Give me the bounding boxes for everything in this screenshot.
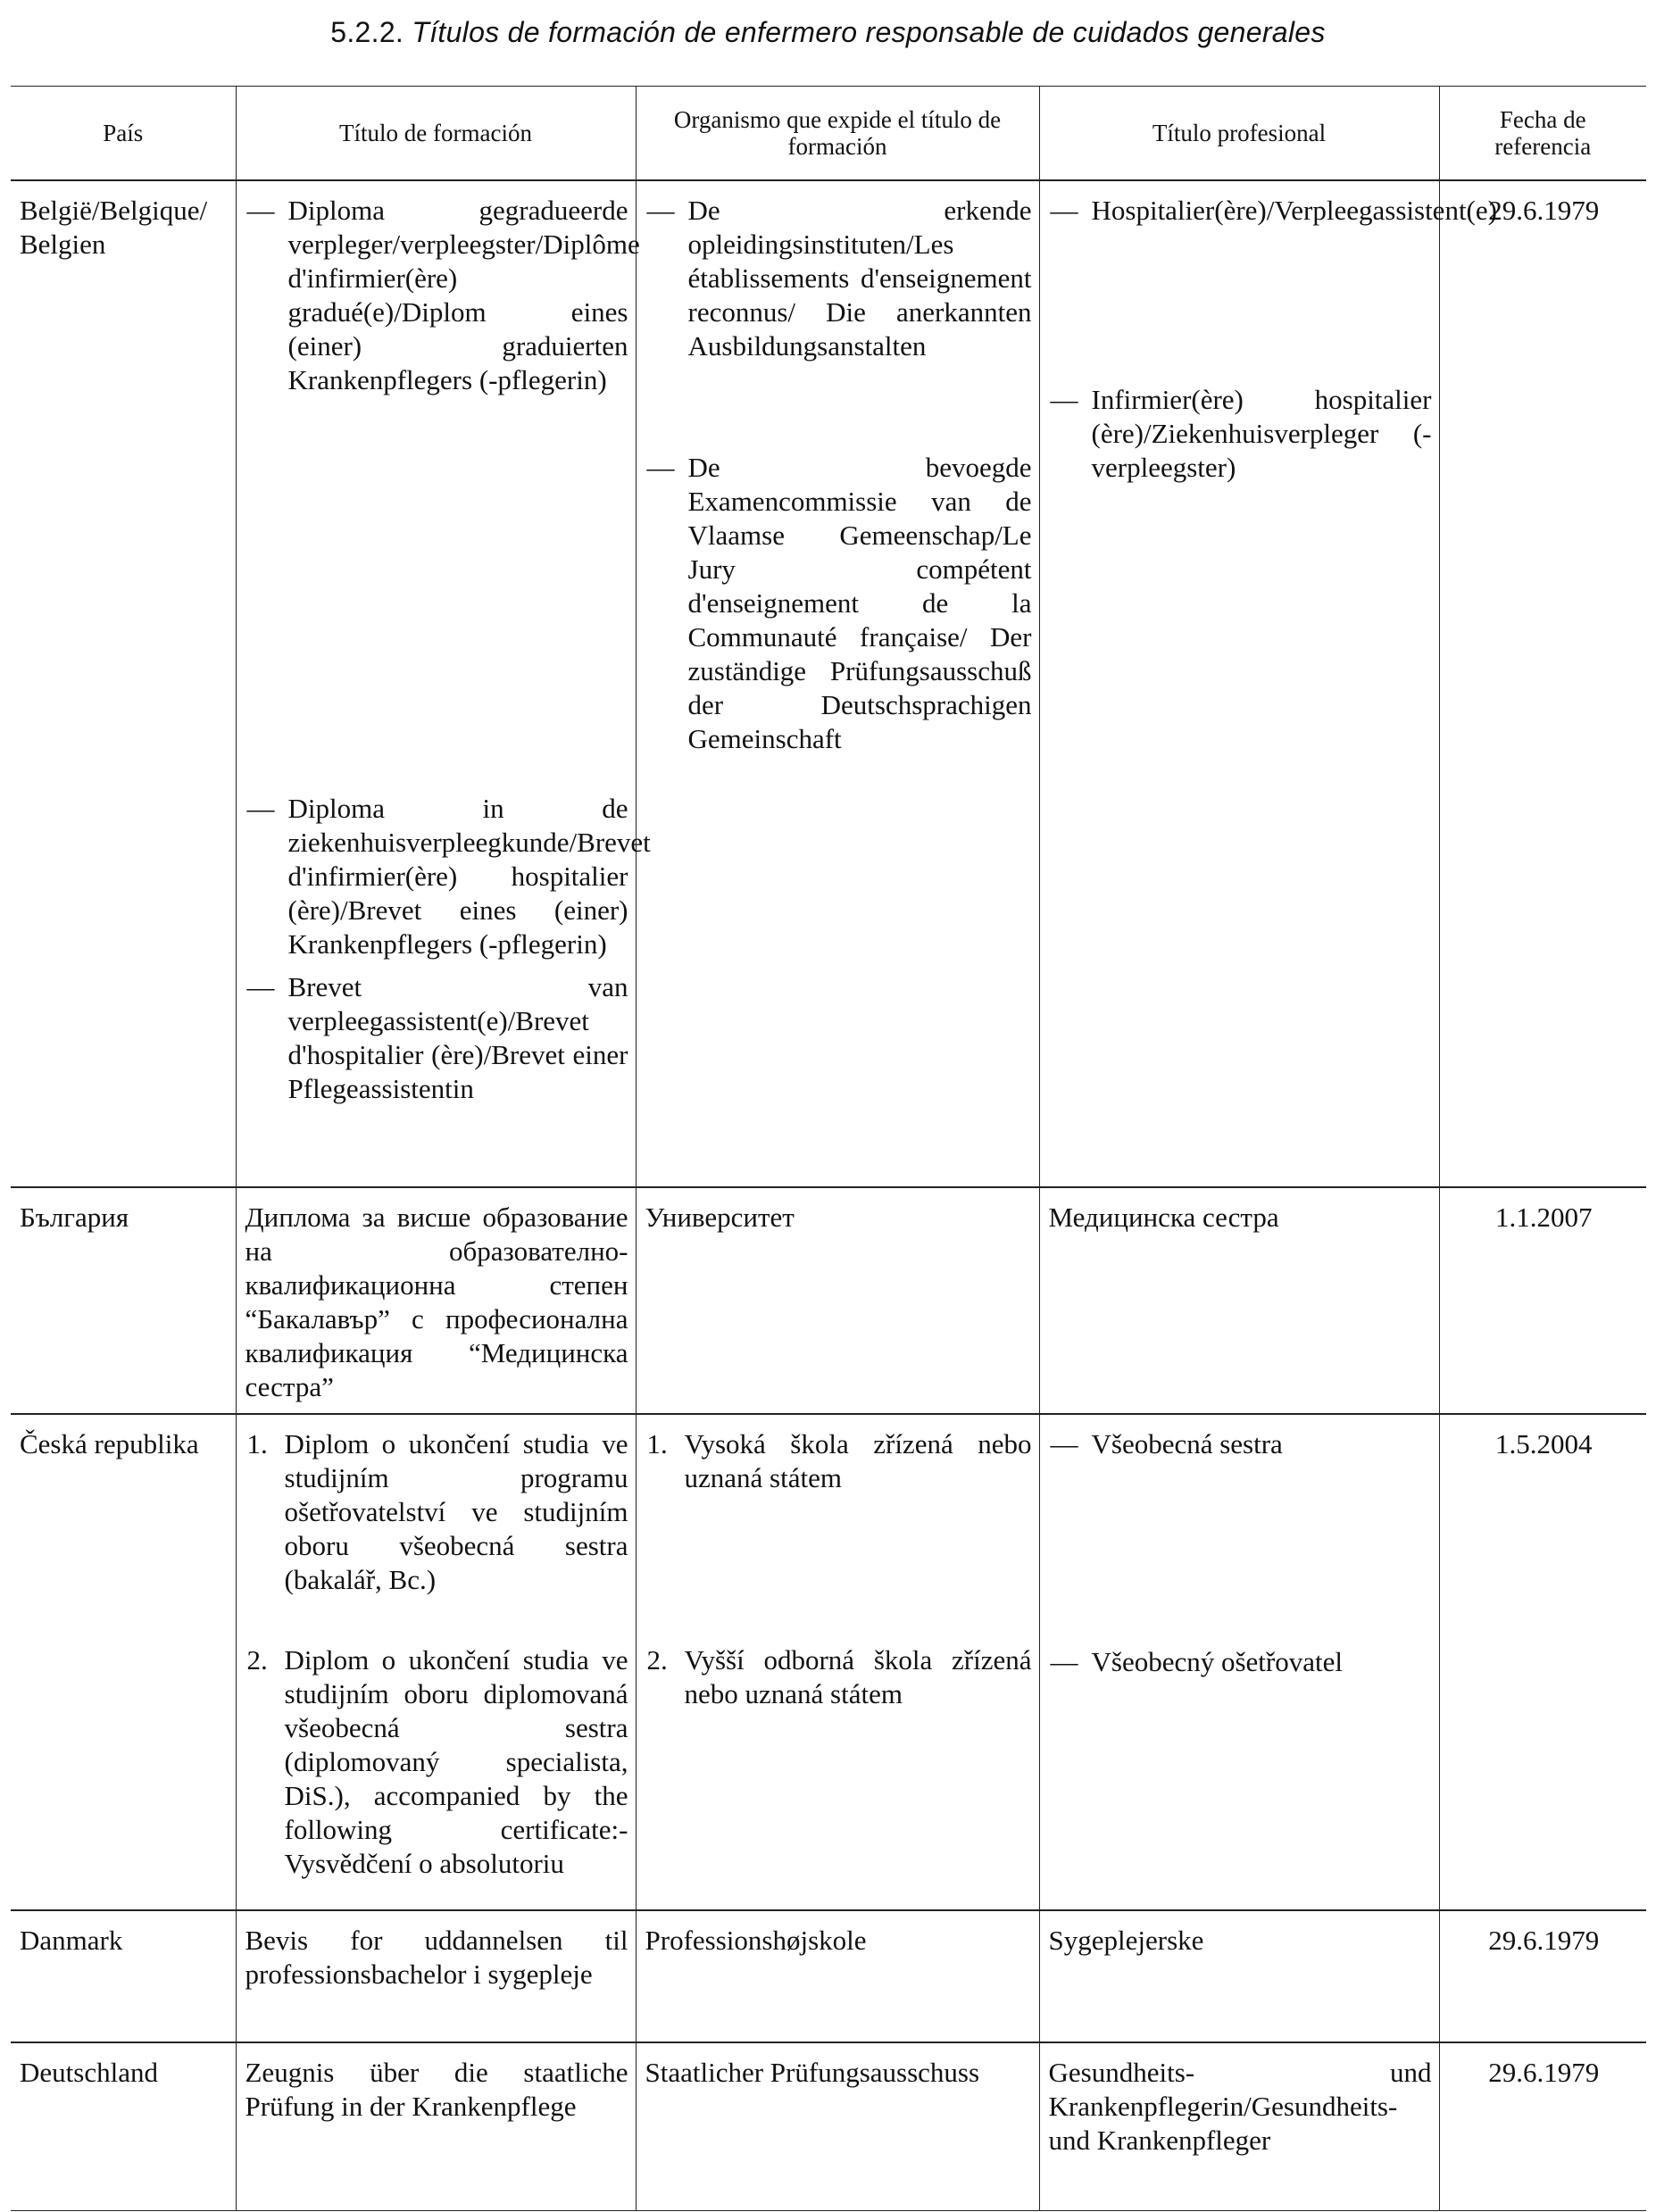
reference-date-cell: 29.6.1979 — [1439, 1910, 1646, 2042]
table-row-belgium — [11, 180, 1646, 1187]
list-item: 1. Vysoká škola zřízená nebo uznaná státem — [646, 1428, 1032, 1493]
table-header-row — [11, 87, 1646, 181]
section-title — [0, 16, 1656, 49]
list-item: 1. Diplom o ukončení studia ve studijním programu ošetřovatelství ve studijním oboru všeobecná sestra (bakalář, Bc.) — [246, 1428, 628, 1595]
list-item: — Diploma in de ziekenhuisverpleegkunde/Brevet d'infirmier(ère) hospitalier (ère)/Brevet eines (einer) Krankenpflegers (-pflegerin) — [246, 793, 651, 960]
list-item: — De erkende opleidingsinstituten/Les établissements d'enseignement reconnus/ Die anerkannten Ausbildungsanstalten — [646, 195, 1032, 362]
training-title-cell — [236, 1414, 636, 1910]
reference-date-cell: 1.1.2007 — [1439, 1187, 1646, 1414]
country-cell: Danmark — [11, 1910, 236, 2042]
header-professional-title: Título profesional — [1039, 87, 1439, 181]
nursing-qualifications-table — [11, 86, 1646, 2211]
list-item: — Diploma gegradueerde verpleger/verpleegster/Diplôme d'infirmier(ère) gradué(e)/Diplom eines (einer) graduierten Krankenpflegers (-pflegerin) — [246, 195, 640, 395]
list-item: — Všeobecný ošetřovatel — [1050, 1646, 1343, 1677]
list-item: 2. Vyšší odborná škola zřízená nebo uznaná státem — [646, 1644, 1032, 1709]
training-title-cell: Диплома за висше образование на образователно-квалификационна степен “Бакалавър” с професионална квалификация “Медицинска сестра” — [236, 1187, 636, 1414]
training-title-cell — [236, 180, 651, 1187]
country-cell: България — [11, 1187, 236, 1414]
list-item: 2. Diplom o ukončení studia ve studijním oboru diplomovaná všeobecná sestra (diplomovaný specialista, DiS.), accompanied by the following certificate:- Vysvědčení o absolutoriu — [246, 1644, 628, 1879]
list-item: — De bevoegde Examencommissie van de Vlaamse Gemeenschap/Le Jury compétent d'enseignement de la Communauté française/ Der zuständige Prüfungsausschuß der Deutschsprachigen Gemeinschaft — [646, 452, 1032, 754]
table-row-bulgaria — [11, 1187, 1646, 1414]
table-row-czech-republic — [11, 1414, 1646, 1910]
country-cell: Česká republika — [11, 1414, 236, 1910]
training-title-cell: Bevis for uddannelsen til professionsbachelor i sygepleje — [236, 1910, 636, 2042]
issuing-body-cell — [636, 180, 1039, 1187]
issuing-body-cell: Staatlicher Prüfungsausschuss — [636, 2042, 1039, 2210]
country-cell: België/Belgique/ Belgien — [11, 180, 236, 1187]
professional-title-cell — [1039, 1414, 1439, 1910]
reference-date-cell: 29.6.1979 — [1439, 2042, 1646, 2210]
issuing-body-cell: Professionshøjskole — [636, 1910, 1039, 2042]
section-number: 5.2.2. — [330, 16, 404, 48]
professional-title-cell: Gesundheits- und Krankenpflegerin/Gesundheits- und Krankenpfleger — [1039, 2042, 1439, 2210]
issuing-body-cell — [636, 1414, 1039, 1910]
table-row-germany — [11, 2042, 1646, 2210]
list-item: — Hospitalier(ère)/Verpleegassistent(e) — [1050, 195, 1497, 226]
issuing-body-cell: Университет — [636, 1187, 1039, 1414]
header-training-title: Título de formación — [236, 87, 636, 181]
professional-title-cell: Медицинска сестра — [1039, 1187, 1439, 1414]
training-title-cell: Zeugnis über die staatliche Prüfung in der Krankenpflege — [236, 2042, 636, 2210]
country-cell: Deutschland — [11, 2042, 236, 2210]
header-reference-date: Fecha de referencia — [1439, 87, 1646, 181]
section-heading: Títulos de formación de enfermero responsable de cuidados generales — [412, 16, 1326, 48]
list-item: — Všeobecná sestra — [1050, 1428, 1283, 1459]
reference-date-cell: 29.6.1979 — [1439, 180, 1646, 1187]
table-row-denmark — [11, 1910, 1646, 2042]
list-item: — Brevet van verpleegassistent(e)/Brevet d'hospitalier (ère)/Brevet einer Pflegeassistentin — [246, 971, 628, 1104]
professional-title-cell: Sygeplejerske — [1039, 1910, 1439, 2042]
list-item: — Infirmier(ère) hospitalier (ère)/Ziekenhuisverpleger (-verpleegster) — [1050, 384, 1432, 483]
reference-date-cell: 1.5.2004 — [1439, 1414, 1646, 1910]
header-issuing-body: Organismo que expide el título de formación — [636, 87, 1039, 181]
header-country: País — [11, 87, 236, 181]
professional-title-cell — [1039, 180, 1497, 1187]
